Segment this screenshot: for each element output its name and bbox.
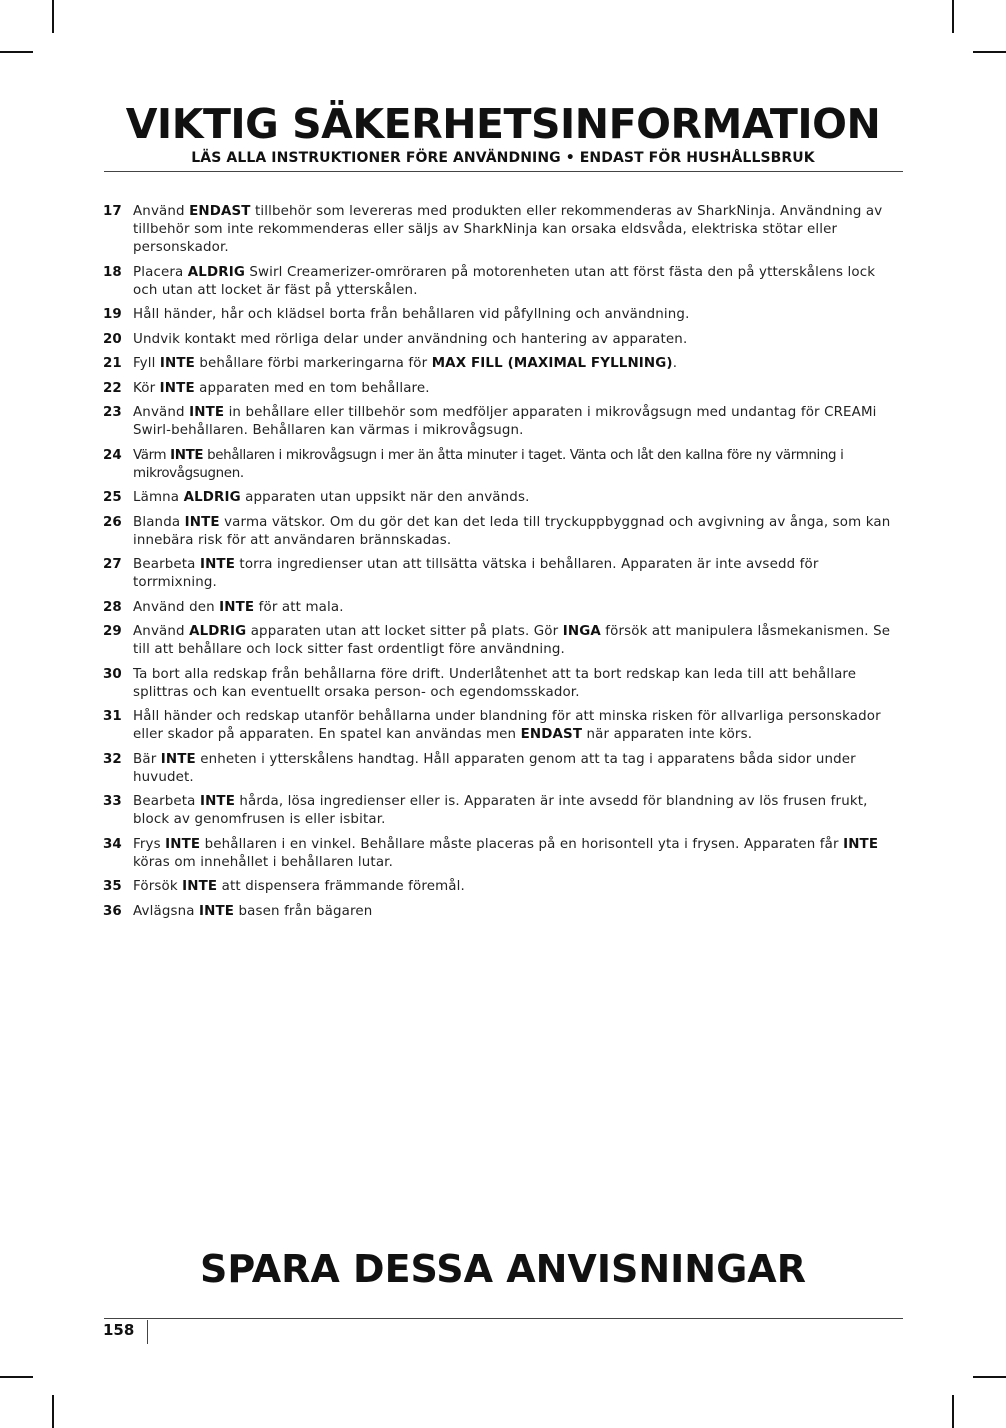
instruction-number: 22 — [103, 380, 122, 396]
instruction-number: 24 — [103, 447, 122, 463]
instruction-number: 25 — [103, 490, 122, 505]
crop-mark — [52, 0, 54, 33]
emphasis-text: INTE — [189, 405, 225, 420]
crop-mark — [52, 1395, 54, 1428]
emphasis-text: ENDAST — [520, 727, 583, 742]
instruction-text — [133, 666, 903, 702]
instruction-number: 17 — [103, 204, 122, 219]
instruction-text — [133, 878, 903, 896]
instruction-item — [103, 489, 903, 507]
instruction-text — [133, 623, 903, 659]
emphasis-text: INTE — [159, 380, 195, 396]
instruction-item — [103, 355, 903, 373]
text-run: Bearbeta — [133, 794, 200, 809]
header-divider — [104, 171, 903, 172]
crop-mark — [973, 51, 1006, 53]
footer-title: SPARA DESSA ANVISNINGAR — [200, 1247, 806, 1291]
instruction-text — [133, 514, 903, 550]
text-run: Avlägsna — [133, 903, 200, 919]
instruction-number: 28 — [103, 599, 122, 615]
footer-divider — [104, 1318, 903, 1319]
text-run: varma vätskor. Om du gör det kan det leda till tryckuppbyggnad och avgivning av ånga, som kan innebära risk för att användaren brännskadas. — [133, 514, 891, 548]
instruction-item — [103, 751, 903, 787]
instruction-text — [133, 903, 903, 921]
instruction-item — [103, 556, 903, 592]
instruction-text — [133, 556, 903, 592]
text-run: Placera — [133, 264, 188, 280]
text-run: Lämna — [133, 490, 184, 505]
instruction-text — [133, 836, 903, 872]
text-run: behållaren i en vinkel. Behållare måste placeras på en horisontell yta i frysen. Apparaten får — [200, 836, 844, 852]
instruction-item — [103, 203, 903, 257]
instruction-number: 21 — [103, 356, 122, 371]
text-run: Använd — [133, 204, 190, 219]
page-subtitle: LÄS ALLA INSTRUKTIONER FÖRE ANVÄNDNING • ENDAST FÖR HUSHÅLLSBRUK — [191, 150, 815, 166]
instruction-text — [133, 447, 903, 483]
instruction-number: 32 — [103, 751, 122, 767]
text-run: apparaten utan att locket sitter på plats. Gör — [246, 624, 563, 639]
text-run: att dispensera främmande föremål. — [217, 879, 465, 894]
emphasis-text: ALDRIG — [189, 624, 247, 639]
instruction-number: 33 — [103, 794, 122, 809]
instruction-item — [103, 514, 903, 550]
emphasis-text: INTE — [160, 751, 196, 767]
instruction-number: 34 — [103, 836, 122, 852]
text-run: behållaren i mikrovågsugn i mer än åtta minuter i taget. Vänta och låt den kallna före ny värmning i mikrovågsugnen. — [133, 447, 844, 481]
instruction-item — [103, 331, 903, 349]
instruction-item — [103, 878, 903, 896]
instruction-item — [103, 380, 903, 398]
emphasis-text: INTE — [199, 794, 236, 809]
instruction-number: 31 — [103, 709, 122, 724]
page-title: VIKTIG SÄKERHETSINFORMATION — [125, 100, 881, 148]
text-run: Värm — [133, 447, 171, 463]
instruction-item — [103, 599, 903, 617]
instruction-item — [103, 708, 903, 744]
instruction-item — [103, 623, 903, 659]
instruction-item — [103, 793, 903, 829]
text-run: Använd — [133, 624, 190, 639]
instruction-text — [133, 355, 903, 373]
instruction-text — [133, 489, 903, 507]
emphasis-text: INTE — [843, 836, 879, 852]
emphasis-text: INTE — [184, 514, 220, 530]
emphasis-text: INTE — [219, 599, 255, 615]
text-run: Använd den — [133, 599, 220, 615]
emphasis-text: INTE — [182, 879, 218, 894]
text-run: . — [672, 356, 678, 371]
instruction-text — [133, 708, 903, 744]
emphasis-text: ALDRIG — [187, 264, 245, 280]
text-run: Håll händer och redskap utanför behållarna under blandning för att minska risken för allvarliga personskador eller skador på apparaten. En spatel kan användas men — [133, 709, 881, 742]
instruction-text — [133, 203, 903, 257]
instruction-list — [103, 203, 903, 927]
instruction-number: 20 — [103, 331, 122, 347]
page-number: 158 — [103, 1321, 135, 1339]
instruction-text — [133, 404, 903, 440]
instruction-number: 18 — [103, 264, 122, 280]
instruction-item — [103, 306, 903, 324]
crop-mark — [973, 1376, 1006, 1378]
text-run: försök att manipulera låsmekanismen. Se till att behållare och lock sitter fast ordentligt före användning. — [133, 624, 891, 657]
text-run: in behållare eller tillbehör som medföljer apparaten i mikrovågsugn med undantag för CREAMi Swirl-behållaren. Behållaren kan värmas i mikrovågsugn. — [133, 405, 877, 438]
instruction-text — [133, 751, 903, 787]
instruction-text — [133, 793, 903, 829]
instruction-number: 30 — [103, 666, 122, 682]
emphasis-text: ALDRIG — [183, 490, 241, 505]
emphasis-text: INGA — [562, 624, 601, 639]
instruction-number: 35 — [103, 879, 122, 894]
text-run: Bär — [133, 751, 161, 767]
crop-mark — [0, 1376, 33, 1378]
text-run: Swirl Creamerizer-omröraren på motorenheten utan att först fästa den på ytterskålens lock och utan att locket är fäst på ytterskålen. — [133, 264, 876, 298]
instruction-number: 23 — [103, 405, 122, 420]
emphasis-text: ENDAST — [189, 204, 251, 219]
text-run: apparaten utan uppsikt när den används. — [240, 490, 530, 505]
emphasis-text: INTE — [170, 447, 204, 463]
text-run: Håll händer, hår och klädsel borta från behållaren vid påfyllning och användning. — [133, 307, 690, 322]
text-run: Använd — [133, 405, 190, 420]
text-run: Ta bort alla redskap från behållarna före drift. Underlåtenhet att ta bort redskap kan leda till att behållare splittras och kan eventuellt orsaka person- och egendomsskador. — [133, 666, 857, 700]
instruction-item — [103, 666, 903, 702]
text-run: köras om innehållet i behållaren lutar. — [133, 854, 394, 870]
instruction-number: 26 — [103, 514, 122, 530]
emphasis-text: INTE — [199, 557, 236, 572]
instruction-number: 36 — [103, 903, 122, 919]
emphasis-text: INTE — [159, 356, 195, 371]
emphasis-text: INTE — [199, 903, 235, 919]
instruction-item — [103, 836, 903, 872]
instruction-text — [133, 331, 903, 349]
emphasis-text: MAX FILL (MAXIMAL FYLLNING) — [431, 356, 673, 371]
instruction-item — [103, 447, 903, 483]
text-run: Undvik kontakt med rörliga delar under användning och hantering av apparaten. — [133, 331, 688, 347]
text-run: apparaten med en tom behållare. — [194, 380, 430, 396]
crop-mark — [0, 51, 33, 53]
text-run: tillbehör som levereras med produkten eller rekommenderas av SharkNinja. Användning av tillbehör som inte rekommenderas eller säljs av SharkNinja kan orsaka eldsvåda, elektriska stötar eller personskador. — [133, 204, 883, 255]
instruction-text — [133, 599, 903, 617]
text-run: Blanda — [133, 514, 185, 530]
text-run: Fyll — [133, 356, 160, 371]
crop-mark — [952, 1395, 954, 1428]
instruction-number: 19 — [103, 307, 122, 322]
text-run: torra ingredienser utan att tillsätta vätska i behållaren. Apparaten är inte avsedd för torrmixning. — [133, 557, 819, 590]
instruction-text — [133, 264, 903, 300]
text-run: behållare förbi markeringarna för — [194, 356, 432, 371]
text-run: Bearbeta — [133, 557, 200, 572]
page-number-separator — [147, 1320, 148, 1344]
text-run: för att mala. — [254, 599, 344, 615]
instruction-item — [103, 903, 903, 921]
text-run: enheten i ytterskålens handtag. Håll apparaten genom att ta tag i apparatens båda sidor under huvudet. — [133, 751, 856, 785]
emphasis-text: INTE — [165, 836, 201, 852]
instruction-number: 29 — [103, 624, 122, 639]
instruction-item — [103, 264, 903, 300]
instruction-number: 27 — [103, 557, 122, 572]
instruction-text — [133, 380, 903, 398]
instruction-text — [133, 306, 903, 324]
crop-mark — [952, 0, 954, 33]
text-run: basen från bägaren — [234, 903, 373, 919]
text-run: hårda, lösa ingredienser eller is. Apparaten är inte avsedd för blandning av lös frusen frukt, block av genomfrusen is eller isbitar. — [133, 794, 868, 827]
text-run: Kör — [133, 380, 160, 396]
text-run: när apparaten inte körs. — [582, 727, 753, 742]
instruction-item — [103, 404, 903, 440]
text-run: Försök — [133, 879, 183, 894]
text-run: Frys — [133, 836, 166, 852]
